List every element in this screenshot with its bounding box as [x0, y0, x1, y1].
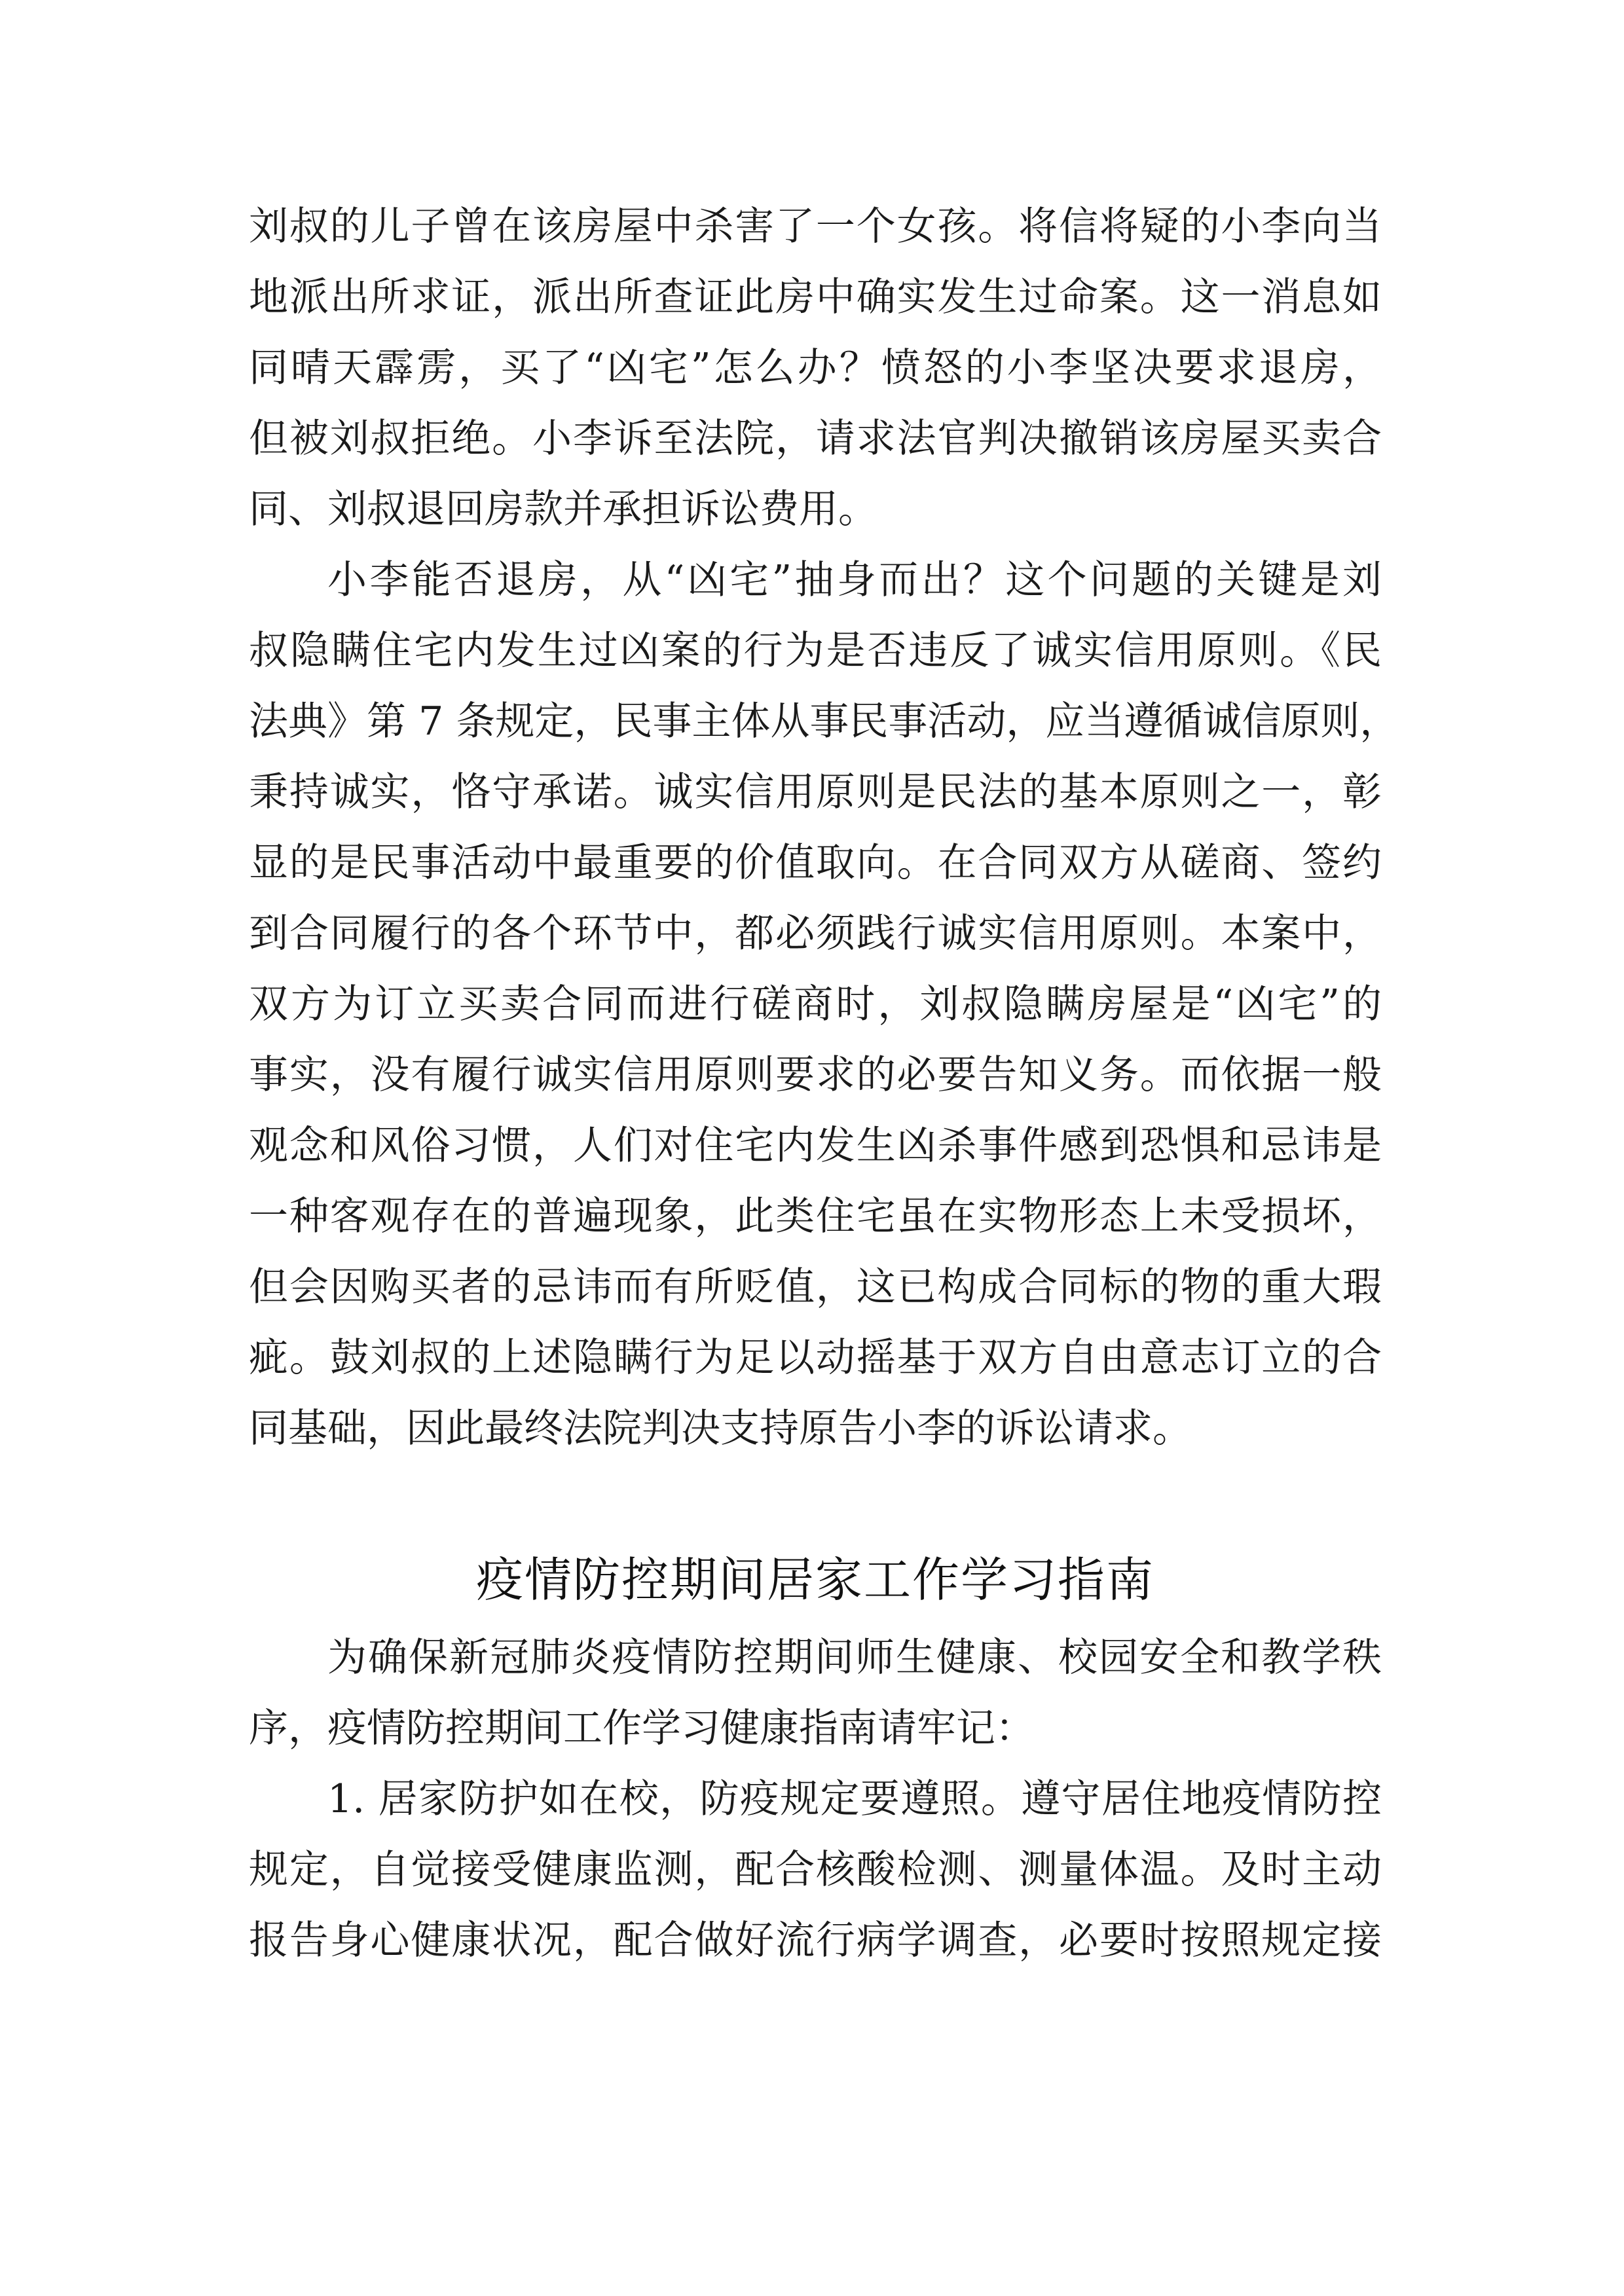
text-line: 事实，没有履行诚实信用原则要求的必要告知义务。而依据一般 — [249, 1052, 1382, 1098]
text-line: 序，疫情防控期间工作学习健康指南请牢记： — [249, 1705, 1035, 1751]
text-line: 但会因购买者的忌讳而有所贬值，这已构成合同标的物的重大瑕 — [249, 1264, 1382, 1310]
text-line: 为确保新冠肺炎疫情防控期间师生健康、校园安全和教学秩 — [327, 1635, 1382, 1681]
paragraph-case-facts — [249, 191, 1382, 545]
text-line: 到合同履行的各个环节中，都必须践行诚实信用原则。本案中， — [249, 911, 1382, 957]
document-body — [249, 191, 1399, 1976]
text-line: 双方为订立买卖合同而进行磋商时，刘叔隐瞒房屋是“凶宅”的 — [249, 981, 1382, 1027]
section-title: 疫情防控期间居家工作学习指南 — [475, 1552, 1154, 1607]
text-line: 规定，自觉接受健康监测，配合核酸检测、测量体温。及时主动 — [249, 1847, 1382, 1893]
text-line: 同、刘叔退回房款并承担诉讼费用。 — [249, 486, 877, 532]
text-line: 小李能否退房，从“凶宅”抽身而出？这个问题的关键是刘 — [327, 557, 1382, 603]
text-line: 秉持诚实，恪守承诺。诚实信用原则是民法的基本原则之一，彰 — [249, 769, 1382, 815]
section-spacer — [249, 1464, 1382, 1537]
text-line: 刘叔的儿子曾在该房屋中杀害了一个女孩。将信将疑的小李向当 — [249, 204, 1382, 249]
text-line: 但被刘叔拒绝。小李诉至法院，请求法官判决撤销该房屋买卖合 — [249, 416, 1382, 462]
text-line: 报告身心健康状况，配合做好流行病学调查，必要时按照规定接 — [249, 1918, 1382, 1963]
text-line: 疵。鼓刘叔的上述隐瞒行为足以动摇基于双方自由意志订立的合 — [249, 1335, 1382, 1381]
text-line: 一种客观存在的普遍现象，此类住宅虽在实物形态上未受损坏， — [249, 1194, 1382, 1239]
text-line: 显的是民事活动中最重要的价值取向。在合同双方从磋商、签约 — [249, 840, 1382, 886]
paragraph-guide-item-1 — [249, 1764, 1382, 1976]
text-line: 同基础，因此最终法院判决支持原告小李的诉讼请求。 — [249, 1406, 1192, 1451]
text-line: 1. 居家防护如在校，防疫规定要遵照。遵守居住地疫情防控 — [327, 1776, 1382, 1822]
text-line: 观念和风俗习惯，人们对住宅内发生凶杀事件感到恐惧和忌讳是 — [249, 1123, 1382, 1169]
text-line: 地派出所求证，派出所查证此房中确实发生过命案。这一消息如 — [249, 274, 1382, 320]
text-line: 叔隐瞒住宅内发生过凶案的行为是否违反了诚实信用原则。《民 — [249, 628, 1382, 674]
text-line: 法典》第 7 条规定，民事主体从事民事活动，应当遵循诚信原则， — [249, 699, 1399, 744]
paragraph-guide-intro — [249, 1622, 1382, 1764]
text-line: 同晴天霹雳，买了“凶宅”怎么办？愤怒的小李坚决要求退房， — [249, 345, 1382, 391]
paragraph-legal-analysis — [249, 545, 1399, 1464]
